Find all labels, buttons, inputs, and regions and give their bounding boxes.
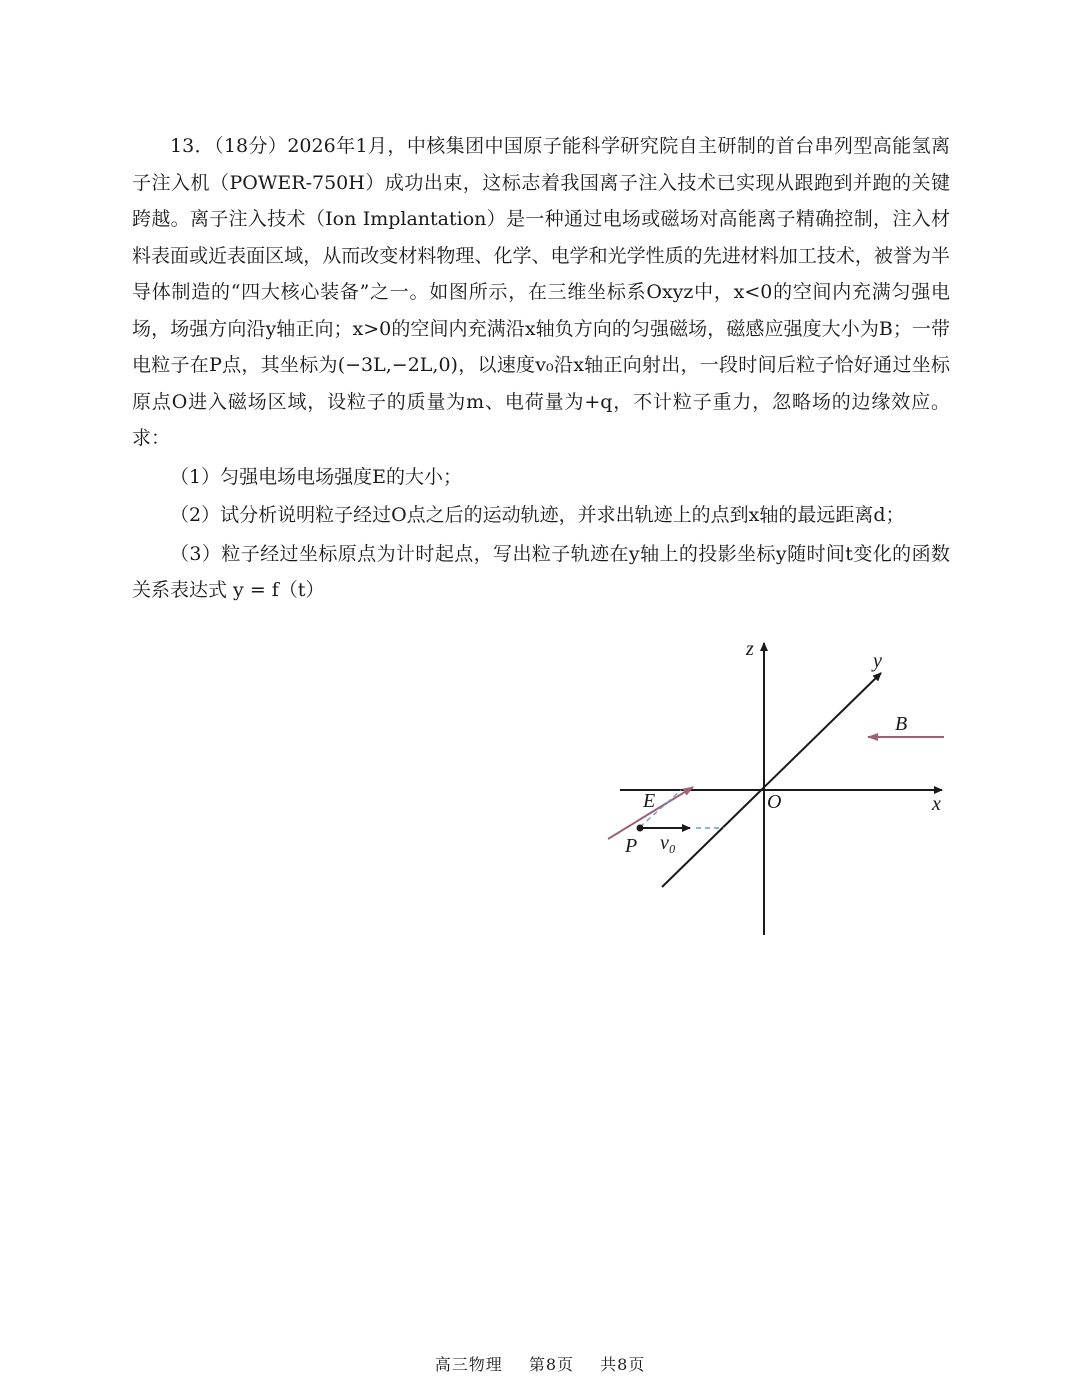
origin-label: O [767,791,782,813]
y-axis [662,673,881,887]
y-axis-label: y [873,650,882,672]
x-axis-label: x [932,793,941,815]
footer-page: 第8页 [528,1355,574,1374]
page-footer [0,1352,1080,1375]
b-field-label: B [895,713,908,735]
z-axis-label: z [746,638,754,660]
question-2: （2）试分析说明粒子经过O点之后的运动轨迹，并求出轨迹上的点到x轴的最远距离d； [170,504,905,526]
coordinate-diagram [590,635,960,945]
problem-13 [132,128,950,609]
point-p-label: P [625,835,638,857]
question-1: （1）匀强电场电场强度E的大小； [170,465,462,488]
e-field-label: E [643,790,656,812]
velocity-label: v₀ [660,832,676,854]
problem-stem: 13．（18分）2026年1月，中核集团中国原子能科学研究院自主研制的首台串列型高能氢离子注入机（POWER-750H）成功出束，这标志着我国离子注入技术已实现从跟跑到并跑的关键跨越。离子注入技术（Ion Implantation）是一种通过电场或磁场对高能离子精确控制，注入材料表面或近表面区域，从而改变材料物理、化学、电学和光学性质的先进材料加工技术，被誉为半导体制造的“四大核心装备”之一。如图所示，在三维坐标系Oxyz中，x<0的空间内充满匀强电场，场强方向沿y轴正向；x>0的空间内充满沿x轴负方向的匀强磁场，磁感应强度大小为B；一带电粒子在P点，其坐标为(−3L,−2L,0)，以速度v₀沿x轴正向射出，一段时间后粒子恰好通过坐标原点O进入磁场区域，设粒子的质量为m、电荷量为+q，不计粒子重力，忽略场的边缘效应。求： [132,135,950,449]
footer-total: 共8页 [600,1355,646,1374]
question-3: （3）粒子经过坐标原点为计时起点，写出粒子轨迹在y轴上的投影坐标y随时间t变化的函数关系表达式 y = f（t） [132,542,950,601]
footer-subject: 高三物理 [434,1355,503,1374]
coordinate-figure [590,635,960,945]
